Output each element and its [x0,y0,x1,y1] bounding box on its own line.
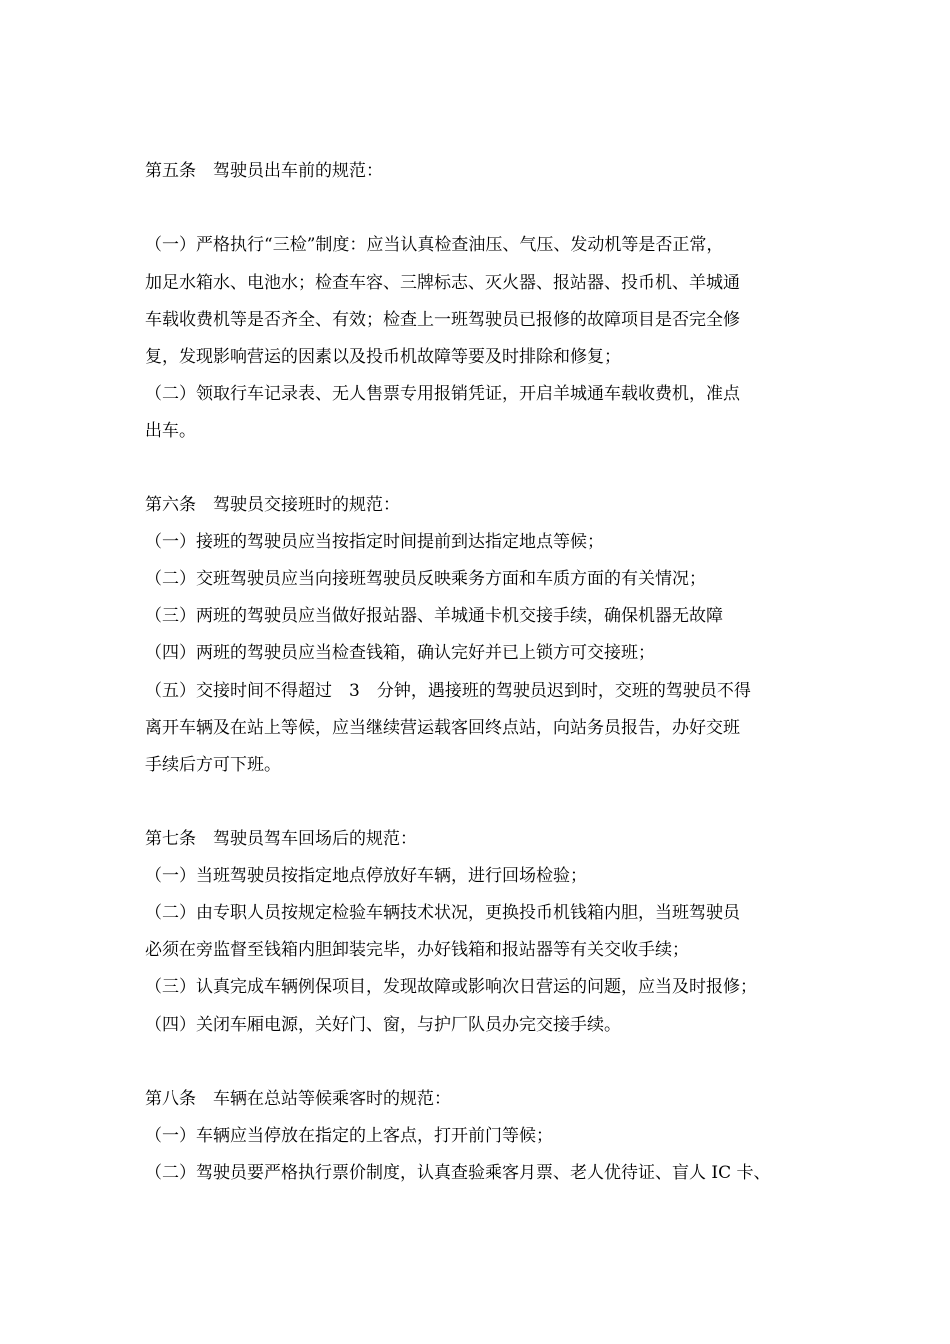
paragraph-line: 出车。 [145,421,196,441]
paragraph-line: （一）严格执行“三检”制度：应当认真检查油压、气压、发动机等是否正常， [145,235,724,255]
paragraph-line: （二）领取行车记录表、无人售票专用报销凭证，开启羊城通车载收费机，准点 [145,384,740,404]
paragraph-line: （二）交班驾驶员应当向接班驾驶员反映乘务方面和车质方面的有关情况； [145,569,706,589]
paragraph-line: （一）当班驾驶员按指定地点停放好车辆，进行回场检验； [145,866,587,886]
paragraph-line: （一）车辆应当停放在指定的上客点，打开前门等候； [145,1126,553,1146]
paragraph-line: （四）关闭车厢电源，关好门、窗，与护厂队员办完交接手续。 [145,1015,621,1035]
paragraph-line: （三）两班的驾驶员应当做好报站器、羊城通卡机交接手续，确保机器无故障 [145,606,723,626]
section-heading: 第八条 车辆在总站等候乘客时的规范： [145,1089,451,1109]
paragraph-line: （一）接班的驾驶员应当按指定时间提前到达指定地点等候； [145,532,604,552]
paragraph-line: （四）两班的驾驶员应当检查钱箱，确认完好并已上锁方可交接班； [145,643,655,663]
paragraph-line: 必须在旁监督至钱箱内胆卸装完毕，办好钱箱和报站器等有关交收手续； [145,940,689,960]
section-heading: 第七条 驾驶员驾车回场后的规范： [145,829,417,849]
paragraph-line: 车载收费机等是否齐全、有效；检查上一班驾驶员已报修的故障项目是否完全修 [145,310,740,330]
paragraph-line: （三）认真完成车辆例保项目，发现故障或影响次日营运的问题，应当及时报修； [145,977,757,997]
paragraph-line: 加足水箱水、电池水；检查车容、三牌标志、灭火器、报站器、投币机、羊城通 [145,273,740,293]
paragraph-line: （二）由专职人员按规定检验车辆技术状况，更换投币机钱箱内胆，当班驾驶员 [145,903,740,923]
paragraph-line: 复，发现影响营运的因素以及投币机故障等要及时排除和修复； [145,347,621,367]
section-heading: 第六条 驾驶员交接班时的规范： [145,495,400,515]
paragraph-line: （二）驾驶员要严格执行票价制度，认真查验乘客月票、老人优待证、盲人 IC 卡、 [145,1163,771,1183]
section-heading: 第五条 驾驶员出车前的规范： [145,161,383,181]
paragraph-line: 离开车辆及在站上等候，应当继续营运载客回终点站，向站务员报告，办好交班 [145,718,740,738]
paragraph-line: 手续后方可下班。 [145,755,281,775]
paragraph-line: （五）交接时间不得超过 3 分钟，遇接班的驾驶员迟到时，交班的驾驶员不得 [145,681,751,701]
